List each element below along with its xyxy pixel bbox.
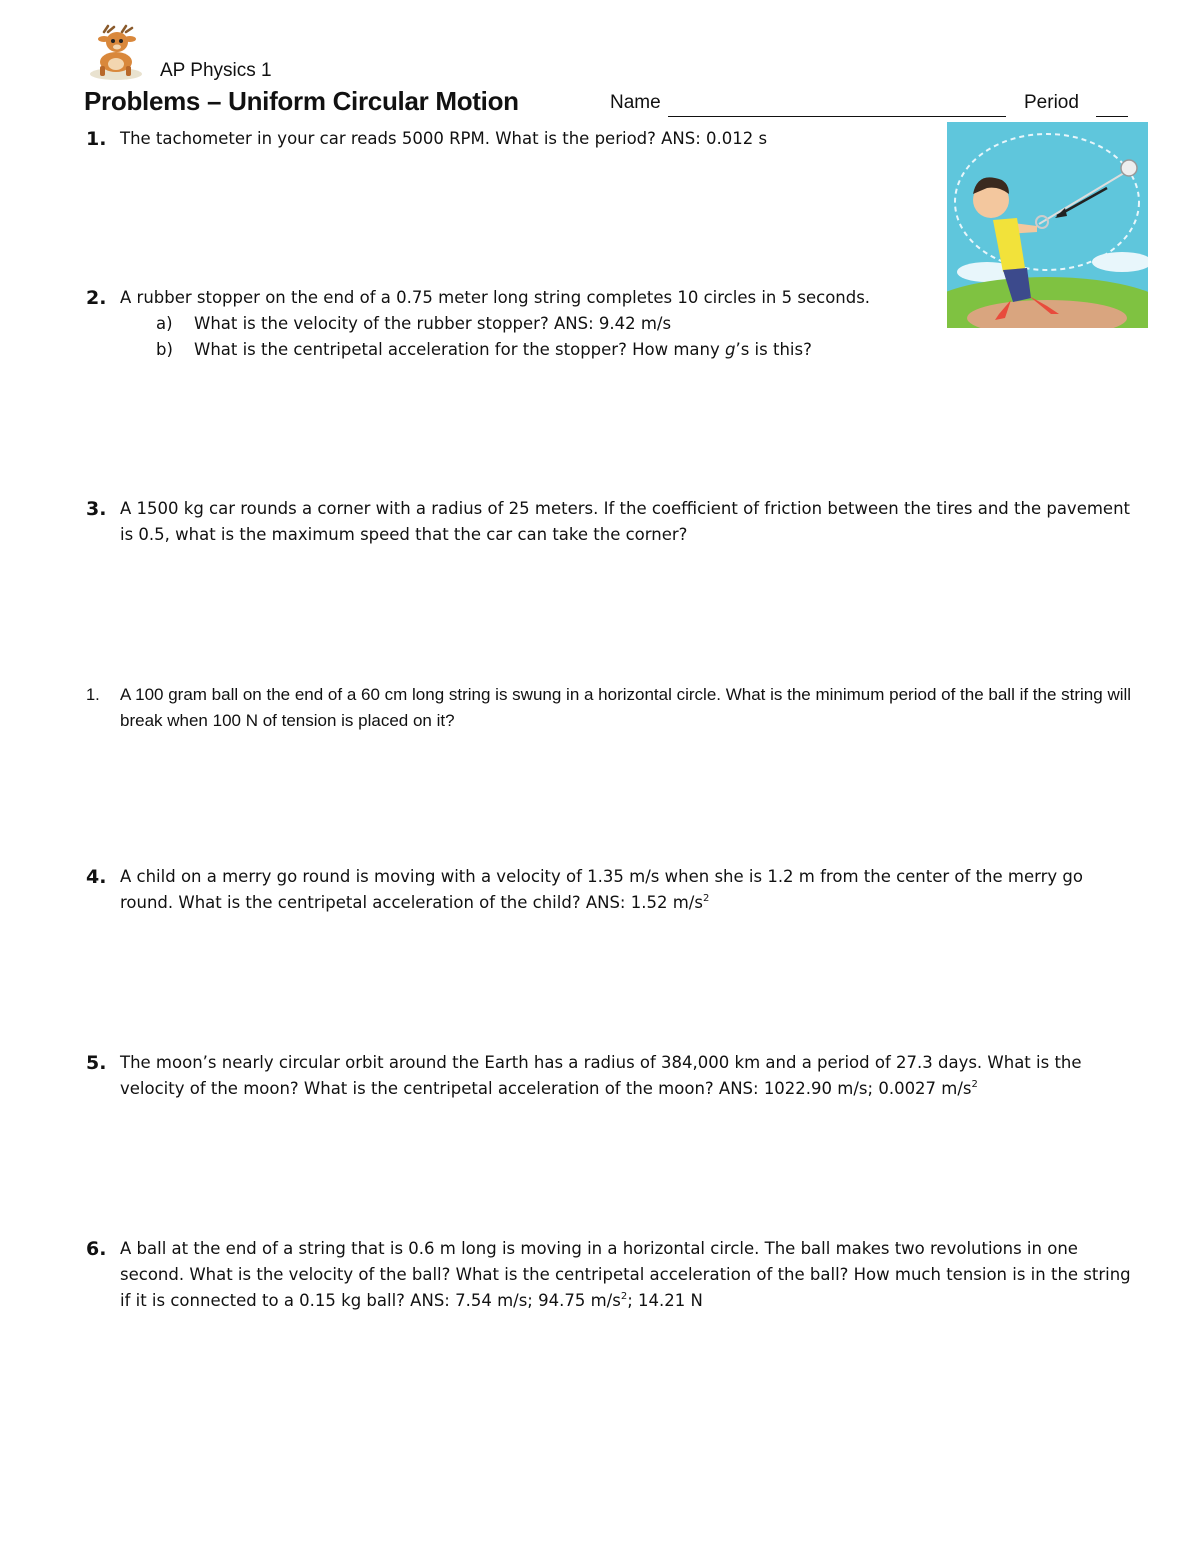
part-text-before: What is the centripetal acceleration for the stopper? How many [194,340,725,359]
question-number: 4. [86,866,107,888]
question-number: 3. [86,498,107,520]
question-3 [86,496,1136,548]
name-field[interactable] [668,116,1006,117]
question-number: 5. [86,1052,107,1074]
question-1 [86,126,1136,152]
period-field[interactable] [1096,116,1128,117]
deer-logo-icon [86,24,148,84]
superscript: 2 [620,1291,628,1302]
question-number: 1. [86,128,107,150]
question-1b [86,682,1136,734]
superscript: 2 [971,1079,978,1090]
question-number: 1. [86,686,100,704]
question-text: A 1500 kg car rounds a corner with a radius of 25 meters. If the coefficient of friction between the tires and the pavement is 0.5, what is the maximum speed that the car can take the corner? [120,499,1131,544]
question-2-part-b [156,337,812,363]
superscript: 2 [702,893,710,904]
question-text-after: ; 14.21 N [627,1291,703,1310]
question-2 [86,285,1136,311]
question-6 [86,1236,1136,1314]
name-label: Name [610,92,661,113]
part-text-after: ’s is this? [735,340,812,359]
question-4 [86,864,1136,916]
part-label: b) [156,340,173,359]
part-text: What is the velocity of the rubber stopper? ANS: 9.42 m/s [194,314,672,333]
question-text: The tachometer in your car reads 5000 RPM. What is the period? ANS: 0.012 s [120,129,768,148]
question-number: 2. [86,287,107,309]
period-label: Period [1024,92,1079,113]
question-number: 6. [86,1238,107,1260]
question-text: A 100 gram ball on the end of a 60 cm long string is swung in a horizontal circle. What is the minimum period of the ball if the string will break when 100 N of tension is placed on it? [120,685,1132,730]
question-text: The moon’s nearly circular orbit around the Earth has a radius of 384,000 km and a period of 27.3 days. What is the velocity of the moon? What is the centripetal acceleration of the moon? ANS: 1022.90 m/s; 0.0027 m/s [120,1053,1082,1098]
question-text: A child on a merry go round is moving with a velocity of 1.35 m/s when she is 1.2 m from the center of the merry go round. What is the centripetal acceleration of the child? ANS: 1.52 m/s [120,867,1083,912]
part-label: a) [156,314,173,333]
part-text-italic: g [724,340,736,359]
question-text: A rubber stopper on the end of a 0.75 meter long string completes 10 circles in 5 seconds. [120,288,871,307]
question-text-before: A ball at the end of a string that is 0.6 m long is moving in a horizontal circle. The ball makes two revolutions in one second. What is the velocity of the ball? What is the centripetal acceleration of the ball? How much tension is in the string if it is connected to a 0.15 kg ball? ANS: 7.54 m/s; 94.75 m/s [120,1239,1131,1310]
question-5 [86,1050,1136,1102]
question-2-part-a [156,311,671,337]
course-name: AP Physics 1 [160,60,272,81]
page-title: Problems – Uniform Circular Motion [84,86,519,116]
